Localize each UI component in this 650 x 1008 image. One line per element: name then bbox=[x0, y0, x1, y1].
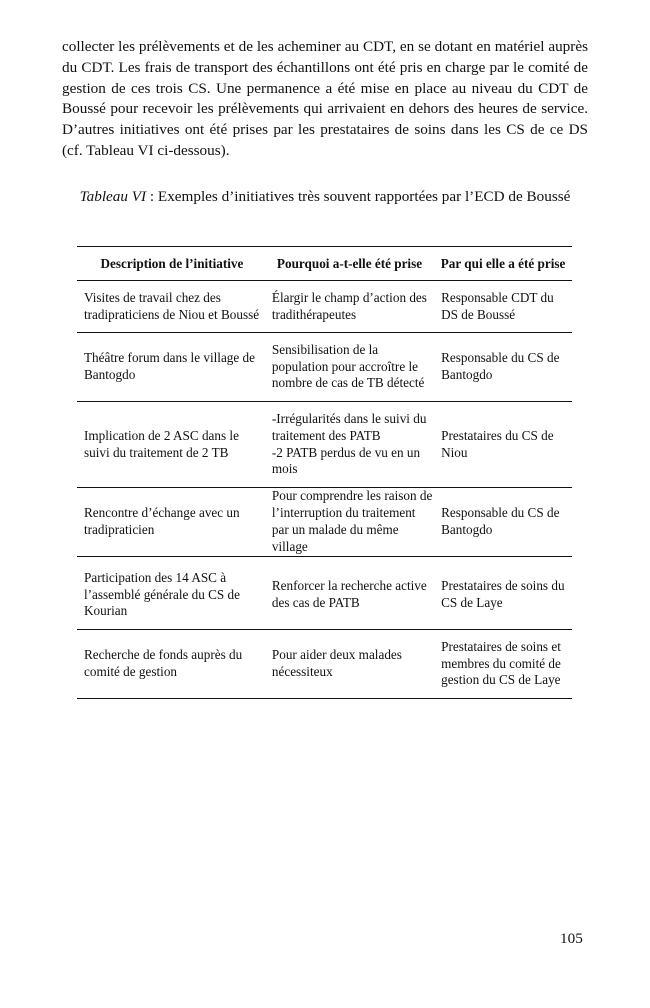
table-row bbox=[77, 281, 572, 333]
table-header-row bbox=[77, 247, 572, 281]
table-caption bbox=[70, 186, 580, 207]
cell-by-whom: Prestataires de soins du CS de Laye bbox=[434, 557, 572, 630]
table-row bbox=[77, 557, 572, 630]
table-caption-text: : Exemples d’initiatives très souvent rapportées par l’ECD de Boussé bbox=[146, 188, 571, 205]
cell-why: Renforcer la recherche active des cas de PATB bbox=[271, 578, 427, 610]
cell-by-whom: Responsable CDT du DS de Boussé bbox=[441, 289, 554, 322]
table-row bbox=[77, 488, 572, 557]
cell-description: Participation des 14 ASC à l’assemblé générale du CS de Kourian bbox=[84, 569, 241, 619]
cell-why: Élargir le champ d’action des tradithérapeutes bbox=[271, 289, 427, 322]
cell-why-line: -Irrégularités dans le suivi du traitement des PATB bbox=[271, 410, 427, 443]
initiatives-table bbox=[77, 246, 572, 699]
cell-by-whom: Prestataires de soins et membres du comité de gestion du CS de Laye bbox=[441, 638, 561, 688]
header-description: Description de l’initiative bbox=[100, 255, 244, 271]
cell-why-line: -2 PATB perdus de vu en un mois bbox=[271, 444, 421, 477]
cell-by-whom: Responsable du CS de Bantogdo bbox=[441, 505, 560, 537]
cell-why: Pour aider deux malades nécessiteux bbox=[271, 647, 402, 679]
cell-description: Théâtre forum dans le village de Bantogdo bbox=[84, 350, 255, 382]
cell-description: Implication de 2 ASC dans le suivi du traitement de 2 TB bbox=[84, 427, 239, 460]
table-row bbox=[77, 630, 572, 699]
header-by-whom: Par qui elle a été prise bbox=[440, 255, 566, 271]
cell-why bbox=[265, 402, 434, 488]
cell-by-whom: Responsable du CS de Bantogdo bbox=[441, 350, 560, 382]
body-paragraph: collecter les prélèvements et de les acheminer au CDT, en se dotant en matériel auprès du CDT. Les frais de transport des échantillons ont été pris en charge par le comité de gestion de ces trois CS. Une permanence a été mise en place au niveau du CDT de Boussé pour recevoir les prélèvements qui arrivaient en dehors des heures de service. D’autres initiatives ont été prises par les prestataires de soins dans les CS de ce DS (cf. Tableau VI ci-dessous). bbox=[62, 38, 588, 159]
header-why: Pourquoi a-t-elle été prise bbox=[276, 255, 423, 271]
cell-why: Pour comprendre les raison de l’interruption du traitement par un malade du même village bbox=[271, 488, 433, 554]
table-row bbox=[77, 402, 572, 488]
page-number: 105 bbox=[560, 930, 583, 947]
table-row bbox=[77, 333, 572, 402]
cell-description: Recherche de fonds auprès du comité de gestion bbox=[84, 647, 243, 679]
cell-description: Visites de travail chez des tradipraticiens de Niou et Boussé bbox=[84, 289, 260, 322]
cell-description: Rencontre d’échange avec un tradipraticien bbox=[84, 505, 240, 537]
table-caption-label: Tableau VI bbox=[79, 188, 147, 205]
cell-by-whom: Prestataires du CS de Niou bbox=[441, 427, 554, 460]
cell-why: Sensibilisation de la population pour accroître le nombre de cas de TB détecté bbox=[271, 341, 425, 391]
